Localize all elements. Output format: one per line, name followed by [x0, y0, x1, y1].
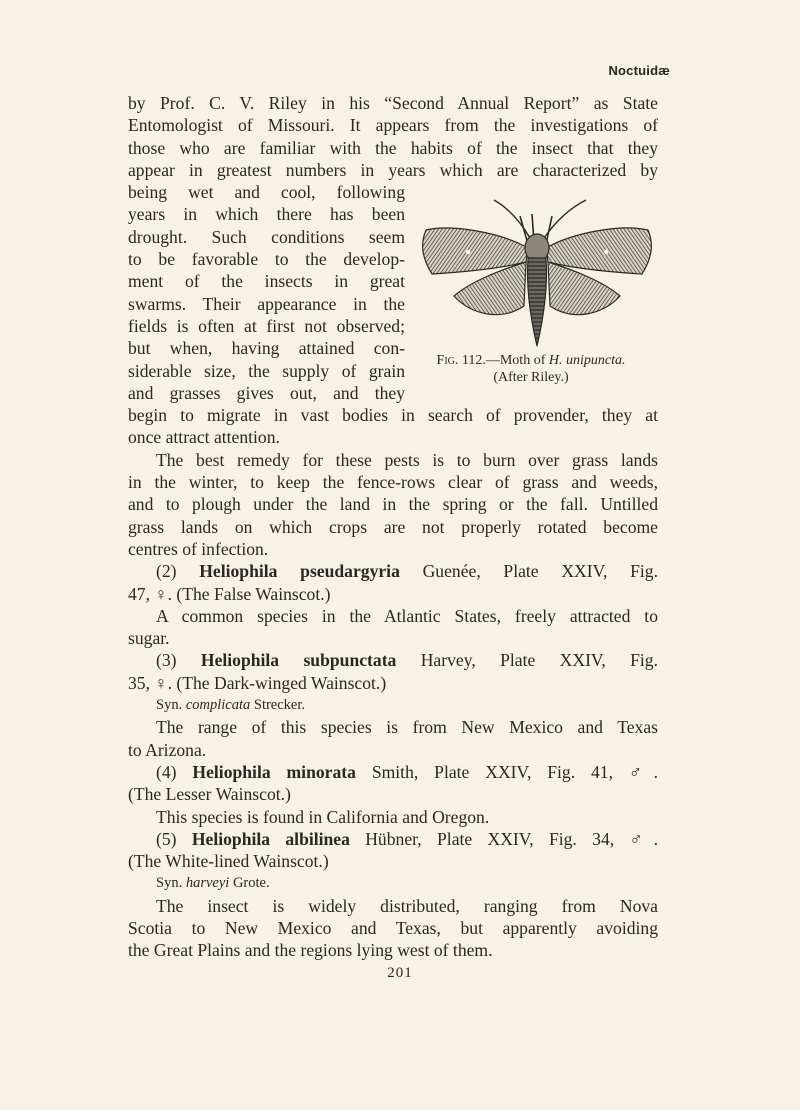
paragraph-line: begin to migrate in vast bodies in search of provender, they at	[128, 405, 658, 426]
paragraph-line: to be favorable to the develop-	[128, 249, 405, 270]
synonym-line	[128, 694, 658, 716]
species-reference: Smith, Plate XXIV, Fig. 41, ♂.	[355, 761, 658, 782]
synonym-name: harveyi	[185, 875, 230, 892]
species-number: (5)	[156, 828, 192, 849]
paragraph-line: fields is often at first not observed;	[128, 315, 405, 336]
species-description-line: Scotia to New Mexico and Texas, but apparently avoiding	[128, 917, 658, 938]
paragraph-line: years in which there has been	[128, 204, 405, 225]
species-common-name: 35, ♀. (The Dark-winged Wainscot.)	[128, 672, 387, 693]
paragraph-line: drought. Such conditions seem	[128, 226, 405, 247]
species-description-line: the Great Plains and the regions lying west of them.	[128, 940, 493, 961]
paragraph-line: those who are familiar with the habits of the insect that they	[128, 137, 658, 158]
moth-icon	[410, 196, 660, 356]
synonym-label: Syn.	[156, 875, 186, 892]
paragraph-line: centres of infection.	[128, 538, 269, 559]
paragraph-line: appear in greatest numbers in years which are characterized by	[128, 159, 658, 180]
paragraph-line: swarms. Their appearance in the	[128, 293, 405, 314]
running-header: Noctuidæ	[608, 63, 670, 78]
paragraph-line: ment of the insects in great	[128, 271, 405, 292]
figure-caption	[400, 352, 662, 386]
species-common-name: (The Lesser Wainscot.)	[128, 784, 291, 805]
synonym-line	[128, 872, 658, 894]
page-number: 201	[387, 965, 413, 981]
paragraph-line: by Prof. C. V. Riley in his “Second Annual Report” as State	[128, 93, 658, 113]
synonym-label: Syn.	[156, 697, 186, 714]
paragraph-line: The best remedy for these pests is to burn over grass lands	[156, 449, 658, 470]
text-wrap-around-figure	[128, 181, 405, 404]
species-description-line: A common species in the Atlantic States, freely attracted to	[156, 605, 658, 626]
paragraph-line: siderable size, the supply of grain	[128, 360, 405, 381]
synonym-name: complicata	[185, 697, 251, 714]
species-description-line: This species is found in California and Oregon.	[156, 806, 490, 827]
species-name: Heliophila subpunctata	[200, 650, 397, 671]
species-description-line: The range of this species is from New Mexico and Texas	[156, 717, 658, 738]
species-name: Heliophila albilinea	[191, 828, 350, 849]
paragraph-line: grass lands on which crops are not properly rotated become	[128, 516, 658, 537]
paragraph-line: and to plough under the land in the spring or the fall. Untilled	[128, 494, 658, 515]
species-heading	[128, 649, 658, 671]
caption-fig-label: Fig.	[436, 353, 459, 368]
paragraph-line: once attract attention.	[128, 427, 280, 448]
paragraph-line: Entomologist of Missouri. It appears from the investigations of	[128, 115, 658, 136]
species-name: Heliophila pseudargyria	[199, 561, 400, 582]
caption-line	[400, 352, 662, 369]
species-reference: Guenée, Plate XXIV, Fig.	[399, 561, 659, 582]
species-description-line: to Arizona.	[128, 739, 207, 760]
caption-text: 112.—Moth of	[458, 353, 549, 368]
synonym-author: Grote.	[229, 875, 270, 892]
species-common-name: 47, ♀. (The False Wainscot.)	[128, 583, 331, 604]
species-description-line: The insect is widely distributed, ranging from Nova	[156, 895, 658, 916]
caption-credit: (After Riley.)	[493, 370, 569, 385]
species-description-line: sugar.	[128, 628, 170, 649]
paragraph-line: being wet and cool, following	[128, 182, 405, 203]
species-name: Heliophila minorata	[192, 761, 356, 782]
paragraph-line: and grasses gives out, and they	[128, 382, 405, 403]
species-number: (2)	[156, 561, 200, 582]
synonym-author: Strecker.	[250, 697, 306, 714]
species-reference: Harvey, Plate XXIV, Fig.	[396, 650, 659, 671]
species-reference: Hübner, Plate XXIV, Fig. 34, ♂.	[349, 828, 658, 849]
species-number: (4)	[156, 761, 193, 782]
species-heading	[128, 828, 658, 850]
species-heading	[128, 560, 658, 582]
species-heading	[128, 761, 658, 783]
species-number: (3)	[156, 650, 201, 671]
species-common-name: (The White-lined Wainscot.)	[128, 851, 329, 872]
paragraph-line: but when, having attained con-	[128, 338, 405, 359]
paragraph-line: in the winter, to keep the fence-rows clear of grass and weeds,	[128, 472, 658, 493]
caption-species: H. unipuncta.	[548, 353, 626, 368]
